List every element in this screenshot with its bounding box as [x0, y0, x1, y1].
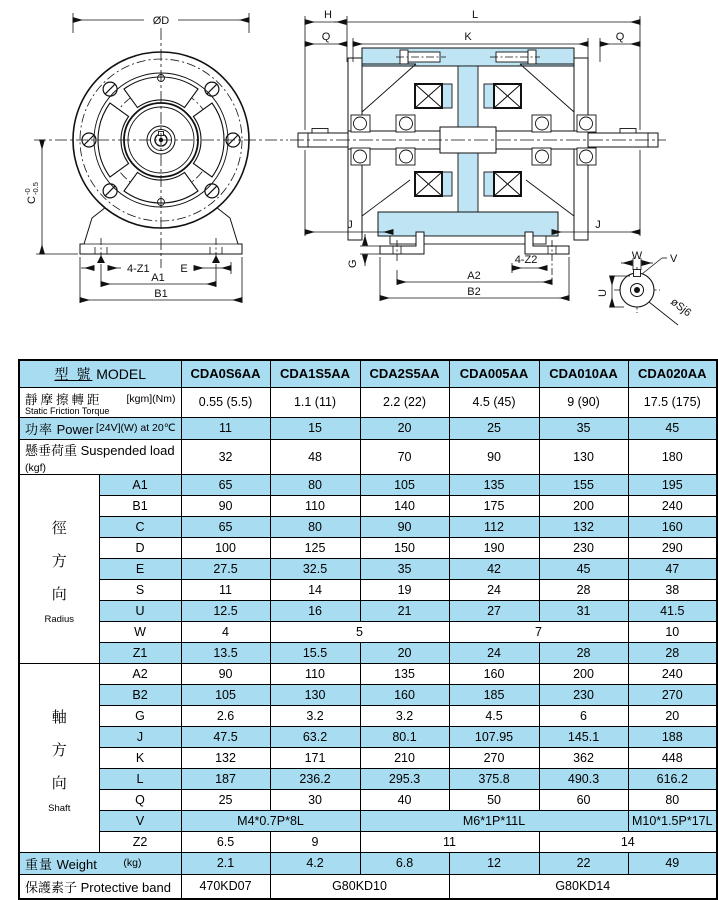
specification-table [18, 359, 718, 900]
value-cell: 20 [360, 417, 449, 439]
dim-label-a1: A1 [151, 272, 165, 284]
value-cell: 24 [449, 642, 539, 663]
table-row-E [19, 558, 717, 579]
load-label-cell [19, 439, 181, 474]
model-name: CDA010AA [539, 360, 628, 387]
dim-label: B1 [99, 495, 181, 516]
table-row-Z2 [19, 831, 717, 852]
power-label-en: Power [56, 421, 94, 437]
value-cell: 90 [449, 439, 539, 474]
value-cell: 210 [360, 747, 449, 768]
table-row-B2 [19, 684, 717, 705]
weight-label-cell [19, 852, 181, 874]
table-row-C [19, 516, 717, 537]
torque-label-cell [19, 387, 181, 417]
value-cell: 270 [628, 684, 717, 705]
value-cell: 11 [360, 831, 539, 852]
table-row-A2 [19, 663, 717, 684]
value-cell: 135 [449, 474, 539, 495]
dim-label: A1 [99, 474, 181, 495]
value-cell: 32 [181, 439, 270, 474]
weight-unit: (kg) [123, 857, 142, 869]
value-cell: 28 [628, 642, 717, 663]
value-cell: 9 (90) [539, 387, 628, 417]
shaft-end-detail [612, 258, 678, 325]
dim-label-4z1: 4-Z1 [127, 263, 150, 275]
dim-label-v: V [670, 253, 678, 265]
value-cell: 132 [539, 516, 628, 537]
table-row-L [19, 768, 717, 789]
dim-label: V [99, 810, 181, 831]
housing-top-cover [362, 48, 574, 66]
value-cell: M10*1.5P*17L [628, 810, 717, 831]
value-cell: 616.2 [628, 768, 717, 789]
dim-label: B2 [99, 684, 181, 705]
radius-group-cell [19, 474, 99, 663]
value-cell: 230 [539, 537, 628, 558]
value-cell: 12.5 [181, 600, 270, 621]
value-cell: 160 [628, 516, 717, 537]
value-cell: 11 [181, 579, 270, 600]
value-cell: 90 [181, 663, 270, 684]
dim-label: A2 [99, 663, 181, 684]
value-cell: 188 [628, 726, 717, 747]
dim-label: E [99, 558, 181, 579]
power-unit: [24V](W) at 20℃ [96, 422, 176, 434]
table-row-Z1 [19, 642, 717, 663]
dim-label: L [99, 768, 181, 789]
dim-label-c-tol-top: -0 [23, 188, 32, 195]
value-cell: 13.5 [181, 642, 270, 663]
weight-label-zh: 重量 [25, 856, 54, 872]
value-cell: 160 [449, 663, 539, 684]
dim-label-j-right: J [595, 219, 601, 231]
dim-label: W [99, 621, 181, 642]
dim-label-q-right: Q [615, 31, 625, 43]
value-cell: 130 [270, 684, 360, 705]
value-cell: 195 [628, 474, 717, 495]
value-cell: M6*1P*11L [360, 810, 628, 831]
dim-label-k: K [464, 31, 472, 43]
value-cell: 3.2 [360, 705, 449, 726]
dim-label: Q [99, 789, 181, 810]
value-cell: 15.5 [270, 642, 360, 663]
dim-label: K [99, 747, 181, 768]
value-cell: 27.5 [181, 558, 270, 579]
model-header-cell [19, 360, 181, 387]
value-cell: 20 [360, 642, 449, 663]
value-cell: 135 [360, 663, 449, 684]
value-cell: 63.2 [270, 726, 360, 747]
value-cell: 90 [360, 516, 449, 537]
value-cell: 200 [539, 663, 628, 684]
dim-label: G [99, 705, 181, 726]
table-row-J [19, 726, 717, 747]
value-cell: 60 [539, 789, 628, 810]
value-cell: 105 [360, 474, 449, 495]
value-cell: 375.8 [449, 768, 539, 789]
value-cell: 110 [270, 663, 360, 684]
protective-label-zh: 保護素子 [25, 879, 78, 895]
dim-label-b1: B1 [154, 288, 168, 300]
value-cell: 295.3 [360, 768, 449, 789]
table-row-model [19, 360, 717, 387]
dim-label-h: H [324, 9, 332, 21]
value-cell: 4.5 [449, 705, 539, 726]
shaft-group-en: Shaft [48, 803, 71, 814]
weight-label-en: Weight [56, 856, 97, 872]
value-cell: 7 [449, 621, 628, 642]
value-cell: 4 [181, 621, 270, 642]
value-cell: 45 [628, 417, 717, 439]
table-row-W [19, 621, 717, 642]
value-cell: 490.3 [539, 768, 628, 789]
value-cell: 4.2 [270, 852, 360, 874]
value-cell: 32.5 [270, 558, 360, 579]
value-cell: 38 [628, 579, 717, 600]
dim-label-c-tol-bot: -0.5 [31, 182, 40, 195]
table-row-power [19, 417, 717, 439]
side-section-drawing [290, 0, 718, 356]
value-cell: 4.5 (45) [449, 387, 539, 417]
dim-label-c: C [26, 196, 38, 204]
value-cell: 3.2 [270, 705, 360, 726]
torque-unit: [kgm](Nm) [126, 392, 176, 405]
value-cell: 107.95 [449, 726, 539, 747]
value-cell: 155 [539, 474, 628, 495]
table-row-B1 [19, 495, 717, 516]
value-cell: 270 [449, 747, 539, 768]
value-cell: 70 [360, 439, 449, 474]
table-row-U [19, 600, 717, 621]
torque-label-en: Static Friction Torque [25, 405, 110, 416]
dim-label-b2: B2 [467, 286, 481, 298]
table-row-D [19, 537, 717, 558]
front-view-drawing [18, 0, 290, 356]
value-cell: 80 [270, 516, 360, 537]
value-cell: 48 [270, 439, 360, 474]
value-cell: 130 [539, 439, 628, 474]
table-row-Q [19, 789, 717, 810]
value-cell: 160 [360, 684, 449, 705]
value-cell: 25 [181, 789, 270, 810]
protective-label-en: Protective band [80, 879, 171, 895]
dim-label-u: U [597, 289, 609, 297]
value-cell: 240 [628, 663, 717, 684]
value-cell: 65 [181, 516, 270, 537]
value-cell: 2.2 (22) [360, 387, 449, 417]
model-name: CDA020AA [628, 360, 717, 387]
value-cell: 90 [181, 495, 270, 516]
load-label-en: Suspended load [80, 442, 175, 458]
dim-label-l: L [471, 9, 479, 21]
dim-label: C [99, 516, 181, 537]
value-cell: 448 [628, 747, 717, 768]
value-cell: 12 [449, 852, 539, 874]
value-cell: 45 [539, 558, 628, 579]
dim-label-j-left: J [347, 219, 353, 231]
value-cell: 49 [628, 852, 717, 874]
value-cell: 185 [449, 684, 539, 705]
value-cell: 2.1 [181, 852, 270, 874]
table-row-load [19, 439, 717, 474]
value-cell: 125 [270, 537, 360, 558]
value-cell: 16 [270, 600, 360, 621]
value-cell: 9 [270, 831, 360, 852]
value-cell: 470KD07 [181, 874, 270, 899]
value-cell: 10 [628, 621, 717, 642]
value-cell: 50 [449, 789, 539, 810]
dim-label-q-left: Q [321, 31, 331, 43]
value-cell: 20 [628, 705, 717, 726]
load-unit: (kgf) [25, 461, 46, 474]
value-cell: 14 [539, 831, 717, 852]
value-cell: 42 [449, 558, 539, 579]
value-cell: G80KD14 [449, 874, 717, 899]
value-cell: 110 [270, 495, 360, 516]
value-cell: 80 [628, 789, 717, 810]
value-cell: 236.2 [270, 768, 360, 789]
value-cell: 47.5 [181, 726, 270, 747]
dim-label: Z1 [99, 642, 181, 663]
value-cell: M4*0.7P*8L [181, 810, 360, 831]
value-cell: 19 [360, 579, 449, 600]
value-cell: 47 [628, 558, 717, 579]
value-cell: 180 [628, 439, 717, 474]
table-row-G [19, 705, 717, 726]
value-cell: 24 [449, 579, 539, 600]
value-cell: 190 [449, 537, 539, 558]
radius-group-zh: 徑方向 [51, 520, 67, 603]
model-name: CDA2S5AA [360, 360, 449, 387]
value-cell: 362 [539, 747, 628, 768]
table-row-protective [19, 874, 717, 899]
value-cell: 105 [181, 684, 270, 705]
value-cell: 2.6 [181, 705, 270, 726]
value-cell: 14 [270, 579, 360, 600]
value-cell: 175 [449, 495, 539, 516]
dim-label-g: G [347, 259, 359, 268]
value-cell: 6.8 [360, 852, 449, 874]
value-cell: 230 [539, 684, 628, 705]
dim-label: D [99, 537, 181, 558]
value-cell: 40 [360, 789, 449, 810]
table-row-torque [19, 387, 717, 417]
value-cell: 35 [539, 417, 628, 439]
dim-label: U [99, 600, 181, 621]
value-cell: 27 [449, 600, 539, 621]
dim-label-4z2: 4-Z2 [514, 254, 538, 266]
value-cell: 140 [360, 495, 449, 516]
power-label-zh: 功率 [25, 421, 54, 437]
value-cell: 150 [360, 537, 449, 558]
value-cell: G80KD10 [270, 874, 449, 899]
value-cell: 6 [539, 705, 628, 726]
table-row-K [19, 747, 717, 768]
value-cell: 25 [449, 417, 539, 439]
value-cell: 290 [628, 537, 717, 558]
value-cell: 15 [270, 417, 360, 439]
value-cell: 22 [539, 852, 628, 874]
value-cell: 200 [539, 495, 628, 516]
value-cell: 17.5 (175) [628, 387, 717, 417]
value-cell: 100 [181, 537, 270, 558]
value-cell: 1.1 (11) [270, 387, 360, 417]
technical-drawings [0, 0, 718, 356]
shaft-group-zh: 軸方向 [51, 709, 67, 792]
value-cell: 41.5 [628, 600, 717, 621]
dim-label-a2: A2 [467, 270, 481, 282]
value-cell: 6.5 [181, 831, 270, 852]
shaft-group-cell [19, 663, 99, 852]
dim-label: S [99, 579, 181, 600]
power-label-cell [19, 417, 181, 439]
table-row-V [19, 810, 717, 831]
model-label-en: MODEL [96, 365, 147, 382]
value-cell: 5 [270, 621, 449, 642]
model-label-zh: 型 號 [54, 365, 93, 382]
value-cell: 28 [539, 642, 628, 663]
value-cell: 21 [360, 600, 449, 621]
value-cell: 171 [270, 747, 360, 768]
dim-label-w: W [631, 250, 643, 262]
radius-group-en: Radius [44, 614, 75, 625]
value-cell: 145.1 [539, 726, 628, 747]
model-name: CDA1S5AA [270, 360, 360, 387]
value-cell: 28 [539, 579, 628, 600]
value-cell: 11 [181, 417, 270, 439]
dim-label-sj6: øSj6 [668, 295, 694, 320]
load-label-zh: 懸垂荷重 [25, 442, 78, 458]
value-cell: 132 [181, 747, 270, 768]
value-cell: 0.55 (5.5) [181, 387, 270, 417]
value-cell: 80.1 [360, 726, 449, 747]
value-cell: 240 [628, 495, 717, 516]
value-cell: 65 [181, 474, 270, 495]
dim-label-od: ØD [152, 15, 170, 27]
dim-label: Z2 [99, 831, 181, 852]
model-name: CDA0S6AA [181, 360, 270, 387]
dim-label-e: E [180, 263, 188, 275]
table-row-A1 [19, 474, 717, 495]
protective-label-cell [19, 874, 181, 899]
table-row-S [19, 579, 717, 600]
value-cell: 80 [270, 474, 360, 495]
value-cell: 31 [539, 600, 628, 621]
value-cell: 187 [181, 768, 270, 789]
value-cell: 30 [270, 789, 360, 810]
value-cell: 35 [360, 558, 449, 579]
dim-label: J [99, 726, 181, 747]
model-name: CDA005AA [449, 360, 539, 387]
value-cell: 112 [449, 516, 539, 537]
torque-label-zh: 靜摩擦轉距 [25, 392, 103, 407]
table-row-weight [19, 852, 717, 874]
